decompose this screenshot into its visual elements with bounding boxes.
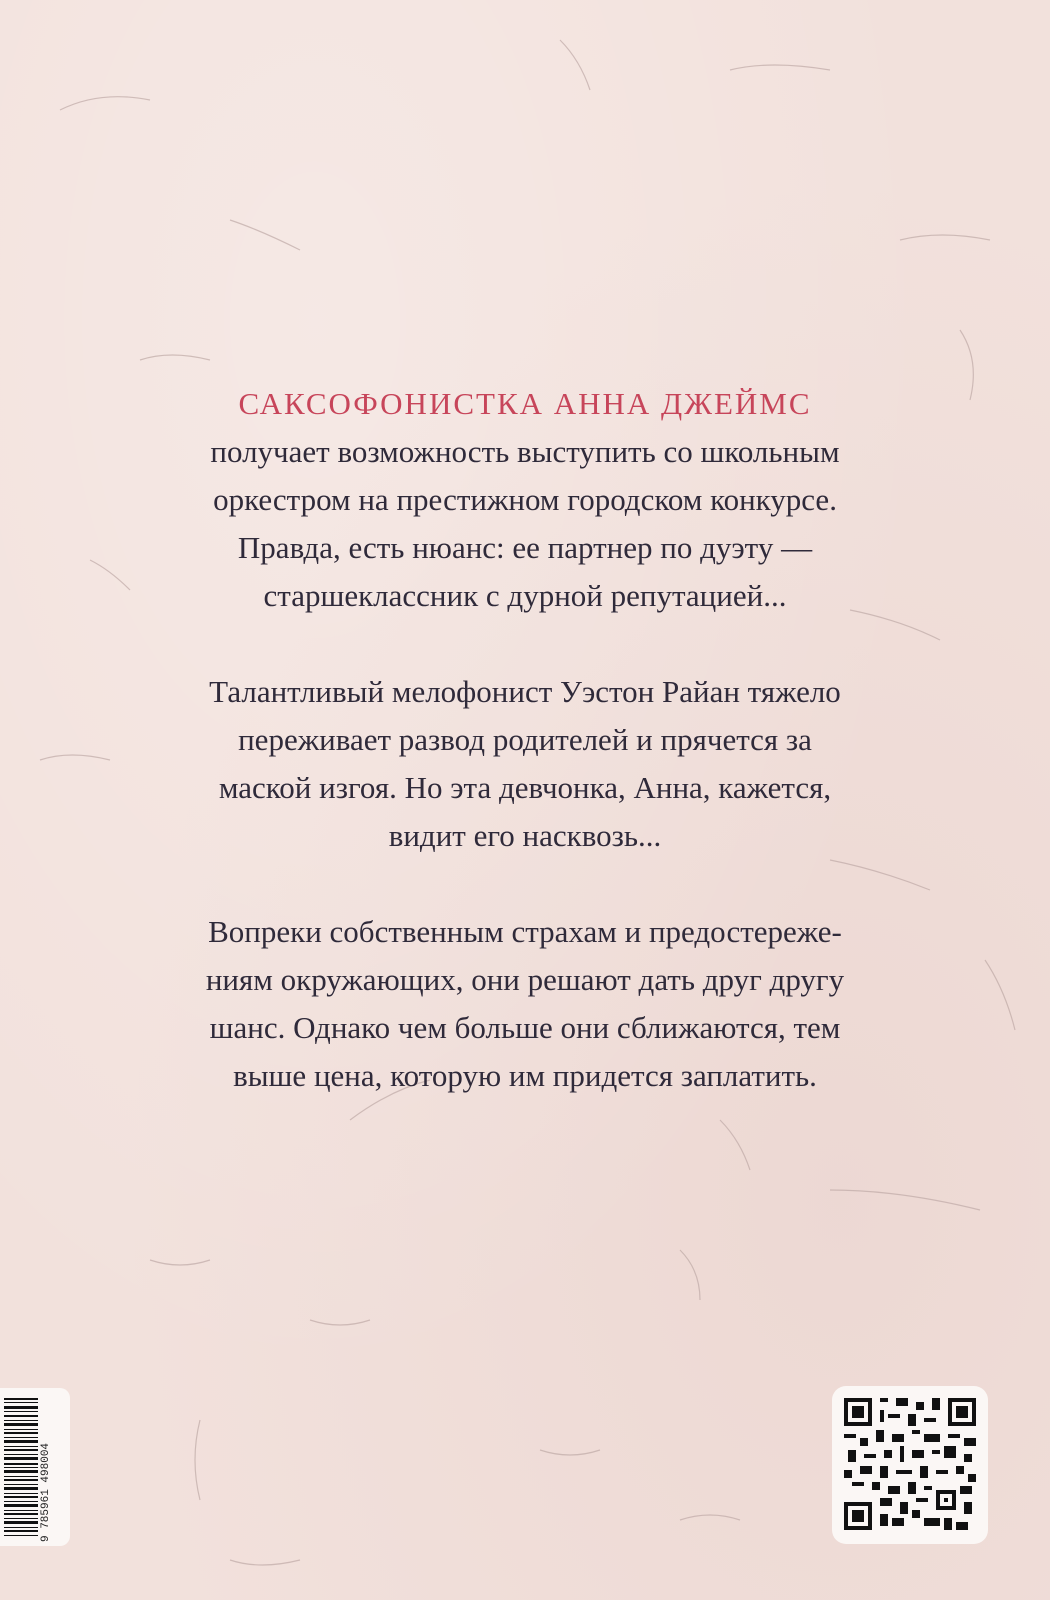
blurb-line: оркестром на престижном городском конкурсе. [213,482,837,517]
qr-code-icon [844,1398,976,1530]
blurb-line: маской изгоя. Но эта девчонка, Анна, кажется, [218,770,832,805]
blurb-line: шанс. Однако чем больше они сближаются, тем [209,1010,841,1045]
hero-name: САКСОФОНИСТКА АННА ДЖЕЙМС [238,386,812,421]
barcode-icon [4,1396,38,1538]
blurb-line: старшеклассник с дурной репутацией... [263,578,787,613]
blurb-line: Талантливый мелофонист Уэстон Райан тяжело [209,674,841,709]
blurb-line: переживает развод родителей и прячется за [238,722,812,757]
blurb-paragraph-3 [150,908,900,1100]
isbn-digits [40,1392,60,1542]
blurb-line: ниям окружающих, они решают дать друг другу [205,962,845,997]
blurb-line: выше цена, которую им придется заплатить. [233,1058,817,1093]
blurb-line: Вопреки собственным страхам и предостереже- [208,914,842,949]
qr-code[interactable] [832,1386,988,1544]
isbn-number: 9 785961 498004 [40,1442,52,1542]
blurb-line: получает возможность выступить со школьным [210,434,840,469]
blurb-line: видит его насквозь... [388,818,662,853]
blurb-paragraph-1 [150,380,900,620]
blurb-paragraph-2 [150,668,900,860]
book-blurb [150,380,900,1148]
blurb-line: Правда, есть нюанс: ее партнер по дуэту — [237,530,813,565]
